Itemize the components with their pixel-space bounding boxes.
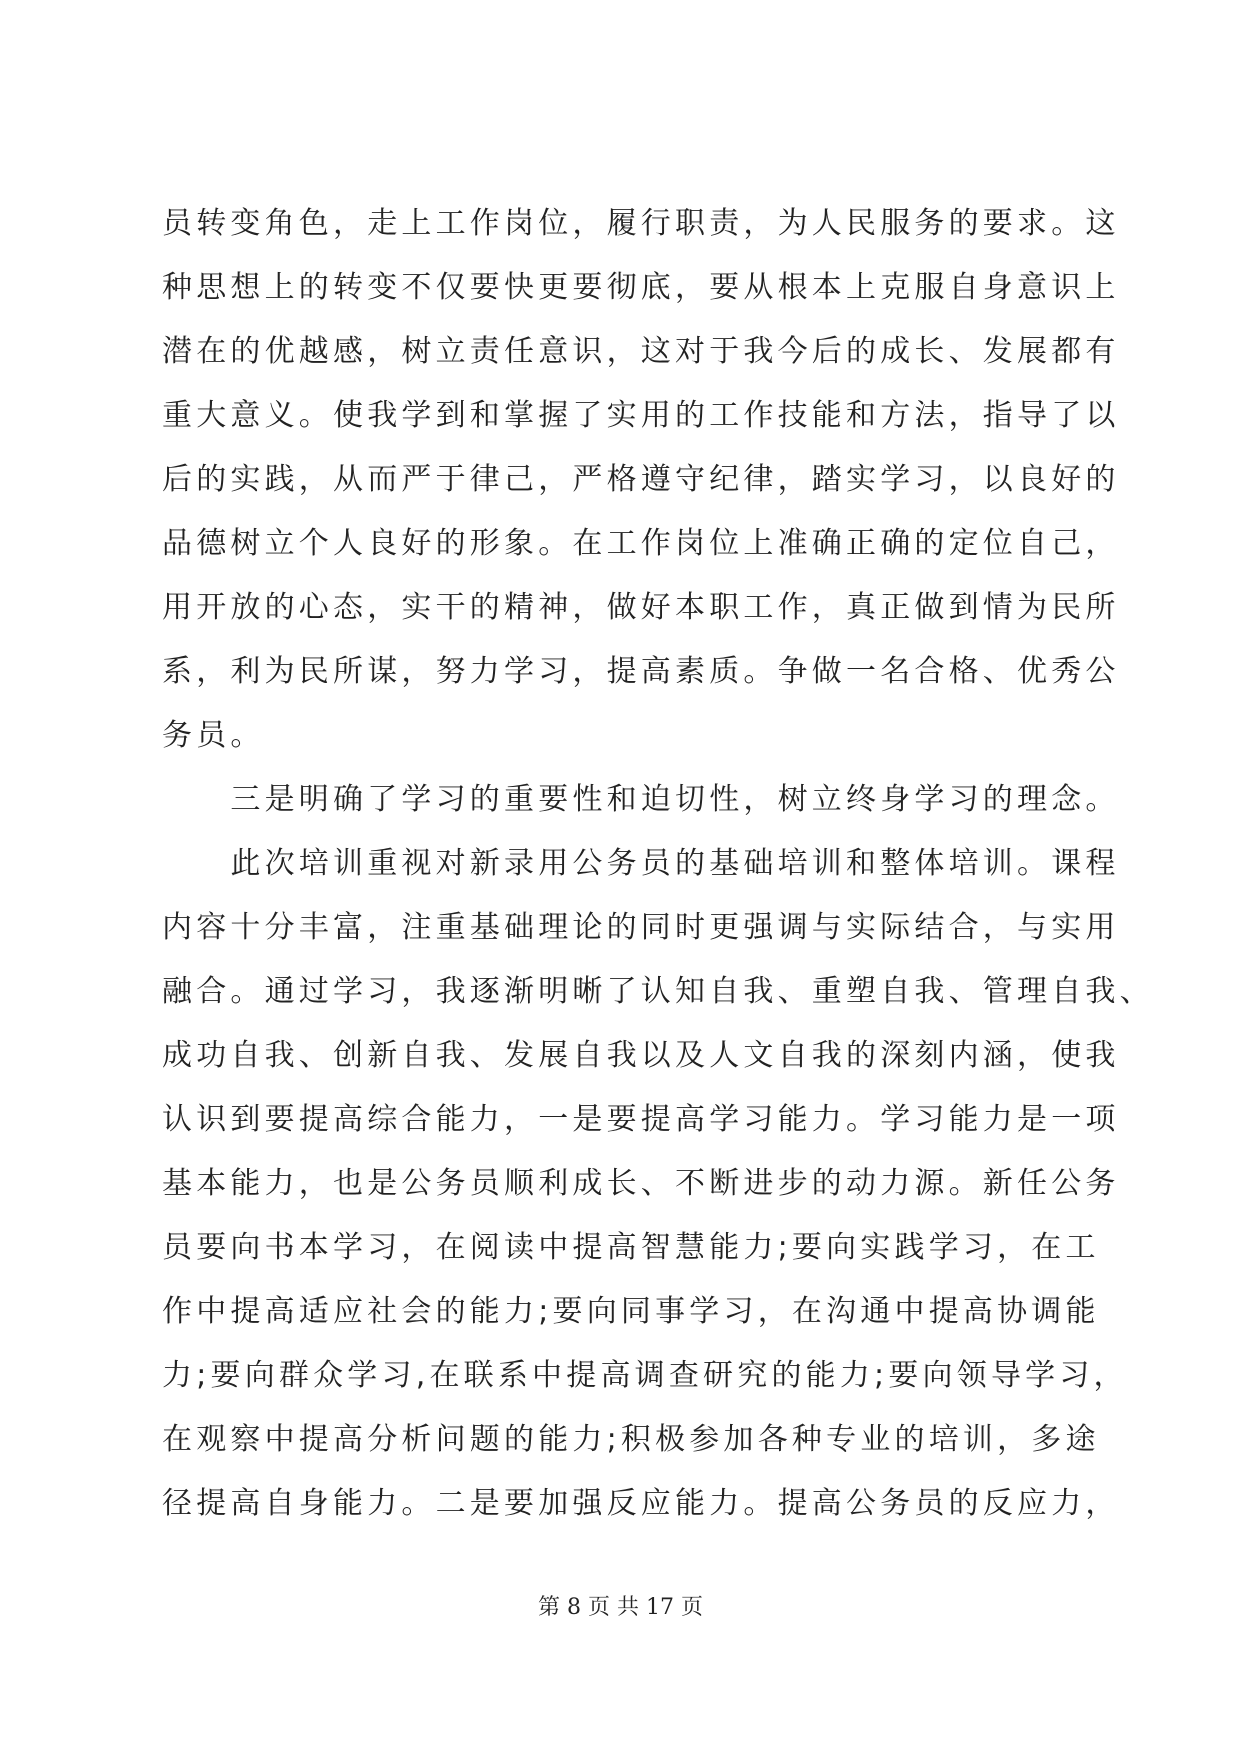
text-line: 融合。通过学习，我逐渐明晰了认知自我、重塑自我、管理自我、 xyxy=(162,974,1154,1009)
text-line: 径提高自身能力。二是要加强反应能力。提高公务员的反应力， xyxy=(162,1486,1120,1521)
text-line: 认识到要提高综合能力，一是要提高学习能力。学习能力是一项 xyxy=(162,1102,1120,1137)
text-line: 种思想上的转变不仅要快更要彻底，要从根本上克服自身意识上 xyxy=(162,270,1120,305)
text-line: 员转变角色，走上工作岗位，履行职责，为人民服务的要求。这 xyxy=(162,206,1120,241)
text-line: 后的实践，从而严于律己，严格遵守纪律，踏实学习，以良好的 xyxy=(162,462,1120,497)
text-line: 系，利为民所谋，努力学习，提高素质。争做一名合格、优秀公 xyxy=(162,654,1120,689)
page-number-footer: 第 8 页 共 17 页 xyxy=(538,1595,703,1620)
text-line: 用开放的心态，实干的精神，做好本职工作，真正做到情为民所 xyxy=(162,590,1120,625)
text-line: 成功自我、创新自我、发展自我以及人文自我的深刻内涵，使我 xyxy=(162,1038,1120,1073)
text-line: 务员。 xyxy=(162,718,265,753)
text-line: 作中提高适应社会的能力;要向同事学习，在沟通中提高协调能 xyxy=(162,1294,1100,1329)
text-line: 品德树立个人良好的形象。在工作岗位上准确正确的定位自己， xyxy=(162,526,1120,561)
text-line: 三是明确了学习的重要性和迫切性，树立终身学习的理念。 xyxy=(162,782,1120,817)
text-line: 在观察中提高分析问题的能力;积极参加各种专业的培训，多途 xyxy=(162,1422,1100,1457)
text-line: 重大意义。使我学到和掌握了实用的工作技能和方法，指导了以 xyxy=(162,398,1120,433)
text-line: 员要向书本学习，在阅读中提高智慧能力;要向实践学习，在工 xyxy=(162,1230,1100,1265)
text-line: 此次培训重视对新录用公务员的基础培训和整体培训。课程 xyxy=(162,846,1120,881)
text-line: 力;要向群众学习,在联系中提高调查研究的能力;要向领导学习， xyxy=(162,1358,1128,1393)
text-line: 内容十分丰富，注重基础理论的同时更强调与实际结合，与实用 xyxy=(162,910,1120,945)
text-line: 潜在的优越感，树立责任意识，这对于我今后的成长、发展都有 xyxy=(162,334,1120,369)
text-line: 基本能力，也是公务员顺利成长、不断进步的动力源。新任公务 xyxy=(162,1166,1120,1201)
